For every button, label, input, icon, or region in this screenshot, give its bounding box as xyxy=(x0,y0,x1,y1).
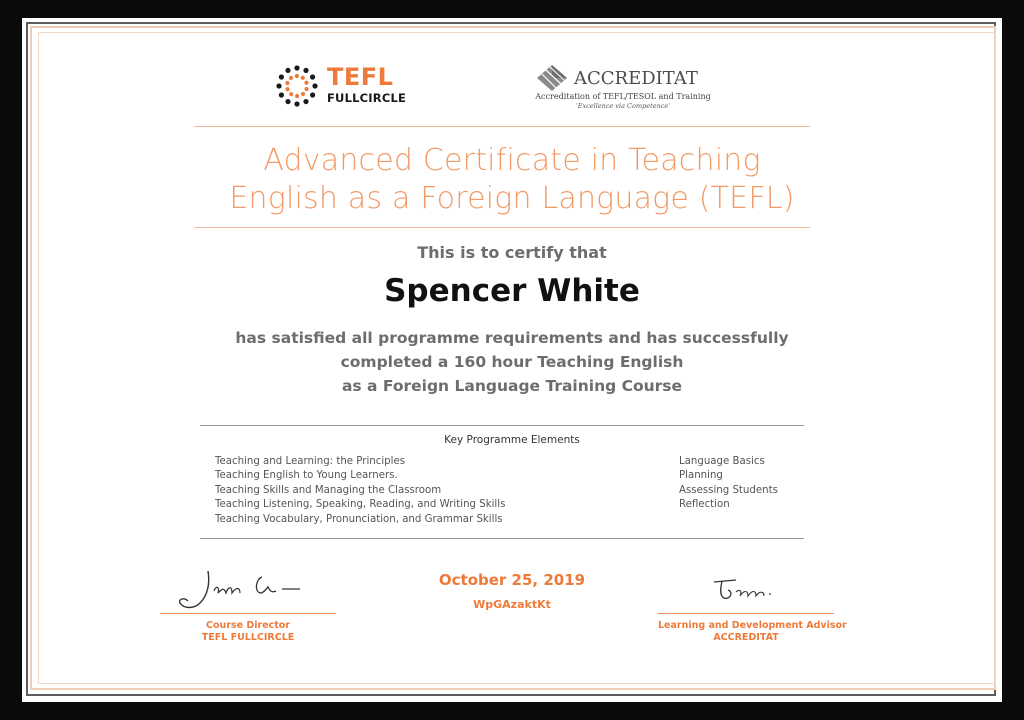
list-item: Teaching Listening, Speaking, Reading, and Writing Skills xyxy=(215,499,506,511)
elements-top-rule xyxy=(200,425,804,426)
key-elements-heading: Key Programme Elements xyxy=(444,434,580,446)
certificate-date: October 25, 2019 xyxy=(438,571,586,589)
course-director-signature xyxy=(170,565,320,615)
completion-line-2: completed a 160 hour Teaching English xyxy=(340,353,684,371)
right-signature-line xyxy=(658,613,834,614)
title-bottom-rule xyxy=(194,227,810,228)
key-elements-right-list xyxy=(679,455,839,513)
list-item: Teaching Skills and Managing the Classroom xyxy=(215,484,442,496)
list-item: Teaching English to Young Learners. xyxy=(215,470,398,482)
right-signatory-role: Learning and Development Advisor xyxy=(658,620,847,631)
right-signatory-org: ACCREDITAT xyxy=(713,632,779,643)
certificate-code: WpGAzaktKt xyxy=(473,598,551,611)
left-signatory-role: Course Director xyxy=(205,620,290,631)
list-item: Teaching and Learning: the Principles xyxy=(215,456,406,467)
list-item: Language Basics xyxy=(679,456,765,467)
key-elements-left-list xyxy=(215,455,615,527)
accreditat-diamond-logo-icon xyxy=(534,64,570,94)
list-item: Reflection xyxy=(679,499,730,511)
advisor-signature xyxy=(708,572,788,608)
tefl-logo-text: TEFL xyxy=(327,63,394,91)
accreditat-logo-text: ACCREDITAT xyxy=(574,68,698,89)
certificate-title-line-2: English as a Foreign Language (TEFL) xyxy=(229,181,795,216)
left-signatory-org: TEFL FULLCIRCLE xyxy=(201,632,295,643)
recipient-name: Spencer White xyxy=(384,273,640,309)
list-item: Assessing Students xyxy=(679,484,778,496)
completion-statement xyxy=(190,326,834,398)
right-signatory-caption xyxy=(658,620,847,644)
accreditat-subtitle: Accreditation of TEFL/TESOL and Training xyxy=(535,92,711,101)
list-item: Planning xyxy=(679,470,723,482)
accreditat-logo xyxy=(528,64,718,114)
accreditat-tagline: 'Excellence via Competence' xyxy=(575,102,671,110)
tefl-dot-circle-logo-icon xyxy=(275,64,319,108)
certificate-title xyxy=(180,142,844,218)
left-signature-line xyxy=(160,613,336,614)
certify-statement: This is to certify that xyxy=(417,243,607,262)
completion-line-3: as a Foreign Language Training Course xyxy=(341,377,683,395)
fullcircle-logo-text: FULLCIRCLE xyxy=(327,91,407,105)
certificate-title-line-1: Advanced Certificate in Teaching xyxy=(263,143,761,178)
title-top-rule xyxy=(194,126,810,127)
completion-line-1: has satisfied all programme requirements and has successfully xyxy=(235,329,789,347)
left-signatory-caption xyxy=(160,620,336,644)
elements-bottom-rule xyxy=(200,538,804,539)
list-item: Teaching Vocabulary, Pronunciation, and Grammar Skills xyxy=(215,513,503,525)
tefl-fullcircle-logo xyxy=(275,62,425,110)
